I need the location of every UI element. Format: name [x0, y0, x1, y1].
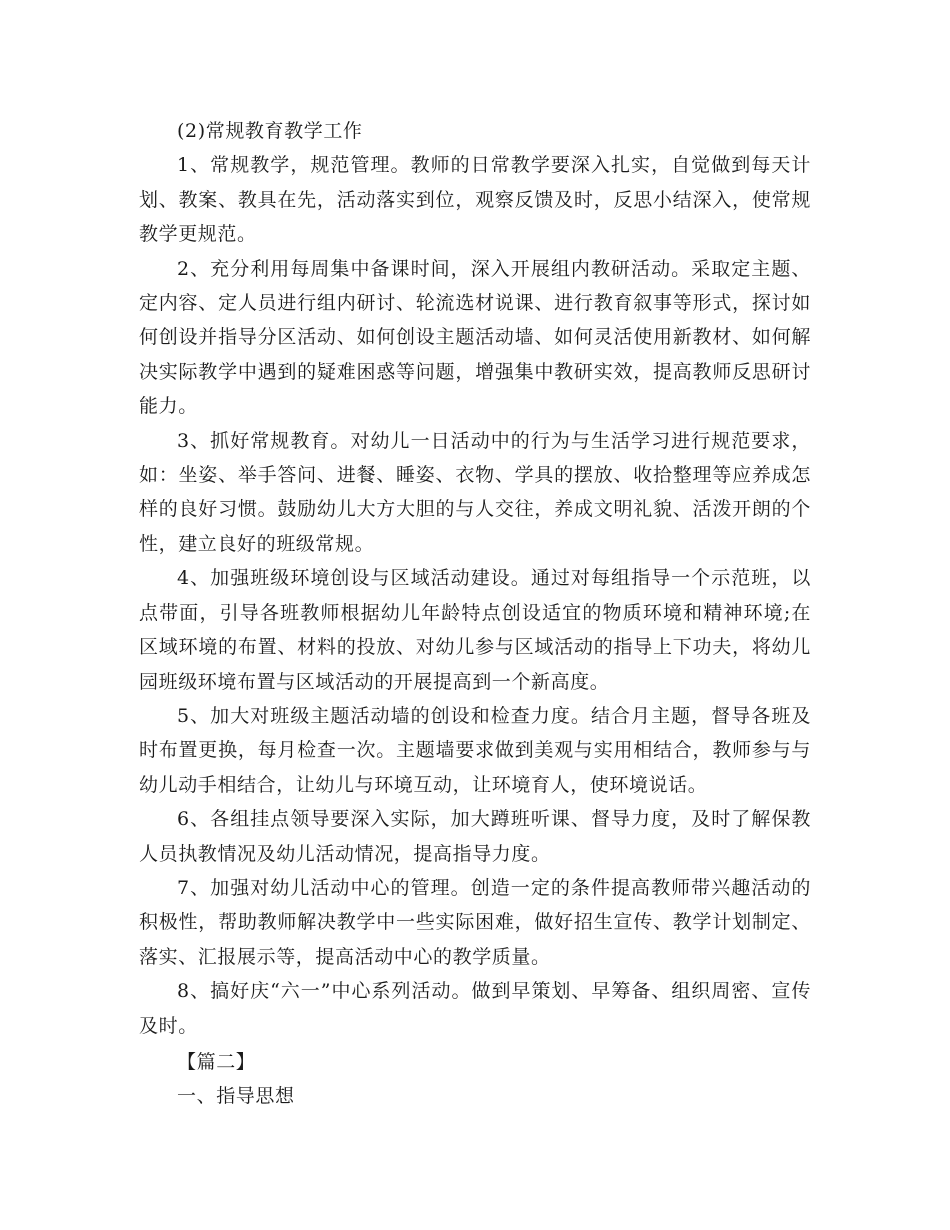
- paragraph-7: 7、加强对幼儿活动中心的管理。创造一定的条件提高教师带兴趣活动的积极性，帮助教师解决教学中一些实际困难，做好招生宣传、教学计划制定、落实、汇报展示等，提高活动中心的教学质量。: [139, 876, 811, 968]
- paragraph-2: 2、充分利用每周集中备课时间，深入开展组内教研活动。采取定主题、定内容、定人员进行组内研讨、轮流选材说课、进行教育叙事等形式，探讨如何创设并指导分区活动、如何创设主题活动墙、如何灵活使用新教材、如何解决实际教学中遇到的疑难困惑等问题，增强集中教研实效，提高教师反思研讨能力。: [139, 257, 811, 418]
- paragraph-1: 1、常规教学，规范管理。教师的日常教学要深入扎实，自觉做到每天计划、教案、教具在先，活动落实到位，观察反馈及时，反思小结深入，使常规教学更规范。: [139, 154, 811, 246]
- paragraph-4: 4、加强班级环境创设与区域活动建设。通过对每组指导一个示范班，以点带面，引导各班教师根据幼儿年龄特点创设适宜的物质环境和精神环境;在区域环境的布置、材料的投放、对幼儿参与区域活动的指导上下功夫，将幼儿园班级环境布置与区域活动的开展提高到一个新高度。: [139, 567, 811, 693]
- paragraph-8: 8、搞好庆“六一”中心系列活动。做到早策划、早筹备、组织周密、宣传及时。: [139, 980, 811, 1037]
- section-heading: (2)常规教育教学工作: [177, 120, 363, 142]
- paragraph-3: 3、抓好常规教育。对幼儿一日活动中的行为与生活学习进行规范要求，如：坐姿、举手答问、进餐、睡姿、衣物、学具的摆放、收拾整理等应养成怎样的良好习惯。鼓励幼儿大方大胆的与人交往，养成文明礼貌、活泼开朗的个性，建立良好的班级常规。: [139, 429, 811, 555]
- article-heading: 【篇二】: [177, 1050, 256, 1073]
- sub-heading: 一、指导思想: [177, 1085, 295, 1108]
- paragraph-6: 6、各组挂点领导要深入实际，加大蹲班听课、督导力度，及时了解保教人员执教情况及幼儿活动情况，提高指导力度。: [139, 808, 811, 865]
- paragraph-5: 5、加大对班级主题活动墙的创设和检查力度。结合月主题，督导各班及时布置更换，每月检查一次。主题墙要求做到美观与实用相结合，教师参与与幼儿动手相结合，让幼儿与环境互动，让环境育人，使环境说话。: [139, 704, 811, 796]
- document-body: [139, 114, 811, 1114]
